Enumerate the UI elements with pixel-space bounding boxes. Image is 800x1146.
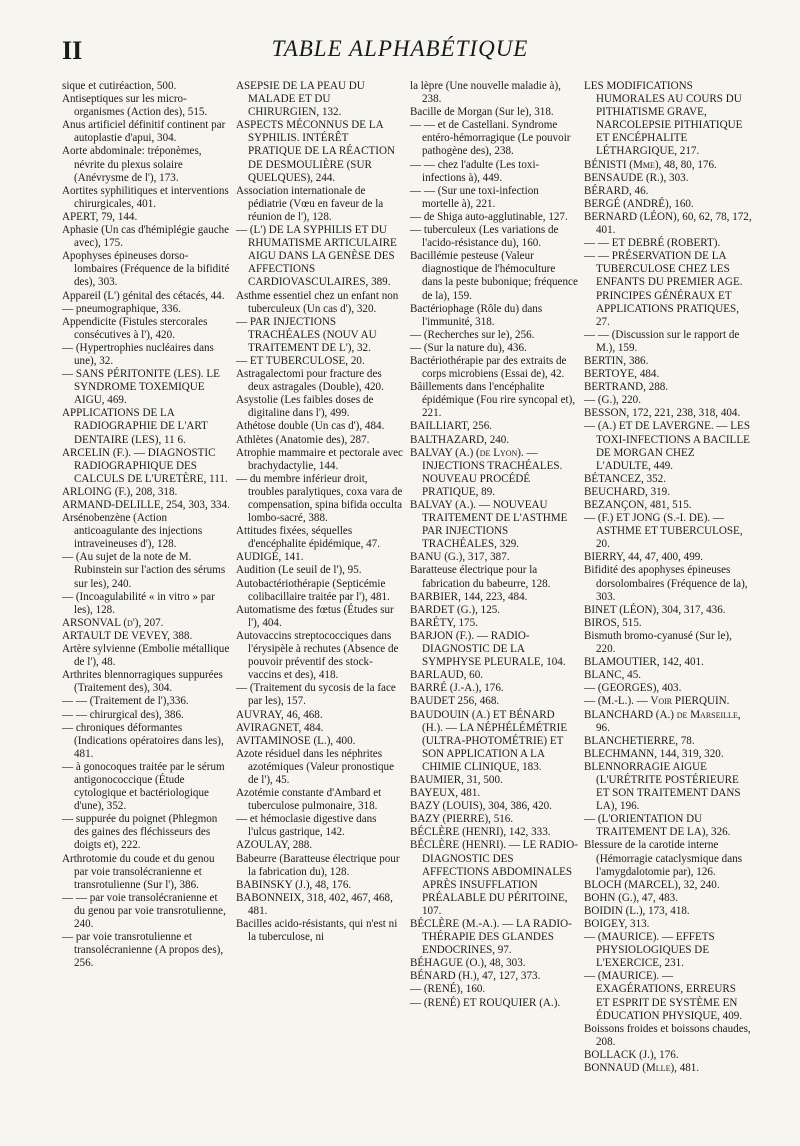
index-entry: BLOCH (MARCEL), 32, 240. xyxy=(584,878,720,891)
index-entry: Asystolie (Les faibles doses de digitaline dans l'), 499. xyxy=(236,394,374,420)
index-entry: Bacille de Morgan (Sur le), 318. xyxy=(410,106,554,119)
index-entry: Asthme essentiel chez un enfant non tuberculeux (Un cas d'), 320. xyxy=(236,289,399,315)
index-entry: BENSAUDE (R.), 303. xyxy=(584,171,689,184)
index-entry: AUDIGÉ, 141. xyxy=(236,551,304,564)
index-entry: — (M.-L.). — Voir PIERQUIN. xyxy=(584,695,730,708)
index-entry: AUVRAY, 46, 468. xyxy=(236,708,323,721)
index-entry: — — PRÉSERVATION DE LA TUBERCULOSE CHEZ LES ENFANTS DU PREMIER AGE. PRINCIPES GÉNÉRAUX ET APPLICATIONS PRATIQUES, 27. xyxy=(584,250,743,328)
index-entry: BAUMIER, 31, 500. xyxy=(410,773,503,786)
index-column-2 xyxy=(236,80,404,1075)
index-entry: Arthrites blennorragiques suppurées (Traitement des), 304. xyxy=(62,669,223,695)
index-entry: BÉNISTI (Mme), 48, 80, 176. xyxy=(584,158,717,171)
index-entry: BAZY (PIERRE), 516. xyxy=(410,813,514,826)
index-entry: BOHN (G.), 47, 483. xyxy=(584,891,678,904)
index-entry: Autobactériothérapie (Septicémie colibacillaire traitée par l'), 481. xyxy=(236,577,390,603)
index-entry: BÉHAGUE (O.), 48, 303. xyxy=(410,957,526,970)
index-entry: Arsénobenzène (Action anticoagulante des injections intraveineuses d'), 128. xyxy=(62,512,203,551)
index-entry: Athétose double (Un cas d'), 484. xyxy=(236,420,385,433)
index-entry: Appendicite (Fistules stercorales consécutives à l'), 420. xyxy=(62,315,208,341)
index-entry: Bactériophage (Rôle du) dans l'immunité, 318. xyxy=(410,302,543,328)
index-entry: Bâillements dans l'encéphalite épidémique (Fou rire syncopal et), 221. xyxy=(410,381,576,420)
index-entry: — (Recherches sur le), 256. xyxy=(410,328,535,341)
index-entry: — à gonocoques traitée par le sérum antigonococcique (Étude cytologique et bactériologique d'une), 352. xyxy=(62,760,225,813)
index-entry: BERTOYE, 484. xyxy=(584,368,660,381)
index-entry: — de Shiga auto-agglutinable, 127. xyxy=(410,210,568,223)
index-entry: BLAMOUTIER, 142, 401. xyxy=(584,656,704,669)
index-entry: — (F.) ET JONG (S.-I. DE). — ASTHME ET TUBERCULOSE, 20. xyxy=(584,512,743,551)
index-entry: — (MAURICE). — EXAGÉRATIONS, ERREURS ET ESPRIT DE SYSTÈME EN ÉDUCATION PHYSIQUE, 409. xyxy=(584,970,743,1022)
index-entry: BARÉTY, 175. xyxy=(410,616,478,629)
index-entry: BERTRAND, 288. xyxy=(584,381,669,394)
index-entry: ARLOING (F.), 208, 318. xyxy=(62,485,178,498)
index-entry: — chroniques déformantes (Indications opératoires dans les), 481. xyxy=(62,721,224,760)
index-entry: BLANCHARD (A.) de Marseille, 96. xyxy=(584,708,741,734)
index-entry: — — et de Castellani. Syndrome entéro-hémorragique (Le pouvoir pathogène des), 238. xyxy=(410,119,571,158)
index-entry: BOIDIN (L.), 173, 418. xyxy=(584,904,690,917)
index-entry: — (MAURICE). — EFFETS PHYSIOLOGIQUES DE L'EXERCICE, 231. xyxy=(584,931,715,970)
index-entry: BINET (LÉON), 304, 317, 436. xyxy=(584,603,726,616)
index-entry: Atrophie mammaire et pectorale avec brachydactylie, 144. xyxy=(236,446,403,472)
index-entry: — (L'ORIENTATION DU TRAITEMENT DE LA), 326. xyxy=(584,813,731,839)
index-entry: BÉCLÈRE (M.-A.). — LA RADIO-THÉRAPIE DES GLANDES ENDOCRINES, 97. xyxy=(410,918,572,957)
index-entry: Aphasie (Un cas d'hémiplégie gauche avec), 175. xyxy=(62,224,230,250)
index-entry: — (Traitement du sycosis de la face par les), 157. xyxy=(236,682,396,708)
index-entry: BALVAY (A.). — NOUVEAU TRAITEMENT DE L'ASTHME PAR INJECTIONS TRACHÉALES, 329. xyxy=(410,499,568,551)
page-header xyxy=(62,36,738,70)
index-entry: Audition (Le seuil de l'), 95. xyxy=(236,564,362,577)
index-entry: BONNAUD (Mlle), 481. xyxy=(584,1062,700,1075)
index-entry: BAILLIART, 256. xyxy=(410,420,493,433)
index-entry: Bactériothérapie par des extraits de corps microbiens (Essai de), 42. xyxy=(410,354,567,381)
index-entry: Bifidité des apophyses épineuses dorsolombaires (Fréquence de la), 303. xyxy=(584,564,748,603)
index-entry: AVIRAGNET, 484. xyxy=(236,721,324,734)
index-entry: Astragalectomi pour fracture des deux astragales (Double), 420. xyxy=(236,368,384,394)
index-column-4 xyxy=(584,80,752,1075)
index-entry: BARRÉ (J.-A.), 176. xyxy=(410,682,504,695)
index-entry: BOLLACK (J.), 176. xyxy=(584,1048,679,1061)
index-entry: BAZY (LOUIS), 304, 386, 420. xyxy=(410,800,552,813)
index-entry: BERNARD (LÉON), 60, 62, 78, 172, 401. xyxy=(584,210,752,237)
index-entry: Boissons froides et boissons chaudes, 208. xyxy=(584,1022,751,1048)
index-entry: BIERRY, 44, 47, 400, 499. xyxy=(584,551,704,564)
index-entry: — (RENÉ), 160. xyxy=(410,983,486,996)
index-entry: Bacilles acido-résistants, qui n'est ni la tuberculose, ni xyxy=(236,918,398,944)
index-entry: Association internationale de pédiatrie (Vœu en faveur de la réunion de l'), 128. xyxy=(236,184,384,223)
index-entry: BERGÉ (ANDRÉ), 160. xyxy=(584,197,694,210)
index-entry: — PAR INJECTIONS TRACHÉALES (NOUV AU TRAITEMENT DE L'), 32. xyxy=(236,315,377,354)
index-entry: — et hémoclasie digestive dans l'ulcus gastrique, 142. xyxy=(236,813,377,839)
index-entry: BAYEUX, 481. xyxy=(410,787,481,800)
index-entry: Automatisme des fœtus (Études sur l'), 404. xyxy=(236,603,394,629)
index-entry: — ET TUBERCULOSE, 20. xyxy=(236,354,365,367)
index-entry: BABONNEIX, 318, 402, 467, 468, 481. xyxy=(236,891,393,917)
index-column-1 xyxy=(62,80,230,1075)
index-entry: BEUCHARD, 319. xyxy=(584,485,670,498)
index-entry: Attitudes fixées, séquelles d'encéphalite épidémique, 47. xyxy=(236,525,380,551)
index-entry: Aorte abdominale: tréponèmes, névrite du plexus solaire (Anévrysme de l'), 173. xyxy=(62,145,202,184)
index-entry: BLECHMANN, 144, 319, 320. xyxy=(584,747,724,760)
index-entry: Anus artificiel définitif continent par autoplastie d'apui, 304. xyxy=(62,119,226,145)
index-entry: BALTHAZARD, 240. xyxy=(410,433,510,446)
index-entry: Appareil (L') génital des cétacés, 44. xyxy=(62,289,225,302)
index-entry: ARTAULT DE VEVEY, 388. xyxy=(62,629,193,642)
index-entry: AZOULAY, 288. xyxy=(236,839,313,852)
index-entry: — (G.), 220. xyxy=(584,394,642,407)
index-entry: — — ET DEBRÉ (ROBERT). xyxy=(584,237,721,250)
index-entry: — (Incoagulabilité « in vitro » par les), 128. xyxy=(62,590,215,616)
index-entry: Arthrotomie du coude et du genou par voie transolécranienne et transrotulienne (Sur l'), 386. xyxy=(62,852,215,891)
index-columns xyxy=(62,80,754,1075)
index-entry: Azotémie constante d'Ambard et tuberculose pulmonaire, 318. xyxy=(236,787,382,813)
index-entry: BEZANÇON, 481, 515. xyxy=(584,499,692,511)
index-entry: Artère sylvienne (Embolie métallique de l'), 48. xyxy=(62,643,230,669)
index-entry: — (Hypertrophies nucléaires dans une), 32. xyxy=(62,341,214,367)
index-entry: BÉTANCEZ, 352. xyxy=(584,472,667,485)
index-entry: — pneumographique, 336. xyxy=(62,302,181,315)
index-entry: ARMAND-DELILLE, 254, 303, 334. xyxy=(62,499,230,511)
index-entry: BARBIER, 144, 223, 484. xyxy=(410,590,528,603)
index-entry: — — (Traitement de l'),336. xyxy=(62,695,189,708)
index-entry: — (Sur la nature du), 436. xyxy=(410,341,527,354)
index-entry: BALVAY (A.) (de Lyon). — INJECTIONS TRACHÉALES. NOUVEAU PROCÉDÉ PRATIQUE, 89. xyxy=(410,446,563,498)
index-entry: Baratteuse électrique pour la fabrication du babeurre, 128. xyxy=(410,564,551,590)
index-entry: — — chirurgical des), 386. xyxy=(62,708,184,721)
index-entry: ASPECTS MÉCONNUS DE LA SYPHILIS. INTÉRÊT PRATIQUE DE LA RÉACTION DE DESMOULIÈRE (SUR QUELQUES), 244. xyxy=(236,119,395,184)
index-entry: — du membre inférieur droit, troubles paralytiques, coxa vara de compensation, spina bifida occulta lombo-sacré, 388. xyxy=(236,472,403,525)
index-entry: — (GEORGES), 403. xyxy=(584,682,682,695)
index-entry: sique et cutiréaction, 500. xyxy=(62,80,177,92)
index-entry: BABINSKY (J.), 48, 176. xyxy=(236,878,352,891)
index-entry: ARSONVAL (d'), 207. xyxy=(62,616,164,629)
index-entry: ARCELIN (F.). — DIAGNOSTIC RADIOGRAPHIQUE DES CALCULS DE L'URETÈRE, 111. xyxy=(62,446,228,485)
index-entry: — (A.) ET DE LAVERGNE. — LES TOXI-INFECTIONS A BACILLE DE MORGAN CHEZ L'ADULTE, 449. xyxy=(584,420,750,472)
index-entry: APERT, 79, 144. xyxy=(62,210,138,223)
index-entry: BÉRARD, 46. xyxy=(584,184,649,197)
index-entry: LES MODIFICATIONS HUMORALES AU COURS DU PITHIATISME GRAVE, NARCOLEPSIE PITHIATIQUE ET ENCÉPHALITE LÉTHARGIQUE, 217. xyxy=(584,80,743,158)
index-entry: BANU (G.), 317, 387. xyxy=(410,551,510,564)
index-entry: Athlètes (Anatomie des), 287. xyxy=(236,433,370,446)
index-entry: BAUDOUIN (A.) ET BÉNARD (H.). — LA NÉPHÉLÉMÉTRIE (ULTRA-PHOTOMÉTRIE) ET SON APPLICATION A LA CHIMIE CLINIQUE, 183. xyxy=(410,708,568,773)
index-entry: — tuberculeux (Les variations de l'acido-résistance du), 160. xyxy=(410,224,559,250)
index-entry: — (Au sujet de la note de M. Rubinstein sur l'action des sérums sur les), 240. xyxy=(62,551,226,590)
index-entry: Babeurre (Baratteuse électrique pour la fabrication du), 128. xyxy=(236,852,400,878)
index-entry: BÉNARD (H.), 47, 127, 373. xyxy=(410,970,541,983)
index-entry: BÉCLÈRE (HENRI), 142, 333. xyxy=(410,826,551,839)
index-entry: Azote résiduel dans les néphrites azotémiques (Valeur pronostique de l'), 45. xyxy=(236,747,395,786)
running-title: TABLE ALPHABÉTIQUE xyxy=(271,36,529,61)
index-entry: Blessure de la carotide interne (Hémorragie cataclysmique dans l'amygdalotomie par), 126. xyxy=(584,839,743,878)
index-entry: — suppurée du poignet (Phlegmon des gaines des fléchisseurs des doigts et), 222. xyxy=(62,813,218,852)
index-entry: APPLICATIONS DE LA RADIOGRAPHIE DE L'ART DENTAIRE (LES), 11 6. xyxy=(62,407,208,446)
index-entry: — — par voie transolécranienne et du genou par voie transrotulienne, 240. xyxy=(62,891,226,930)
index-entry: — SANS PÉRITONITE (LES). LE SYNDROME TOXEMIQUE AIGU, 469. xyxy=(62,368,220,407)
index-entry: Bismuth bromo-cyanusé (Sur le), 220. xyxy=(584,629,732,656)
index-entry: BESSON, 172, 221, 238, 318, 404. xyxy=(584,407,741,420)
index-entry: BARLAUD, 60. xyxy=(410,669,484,682)
index-entry: ASEPSIE DE LA PEAU DU MALADE ET DU CHIRURGIEN, 132. xyxy=(236,80,365,119)
index-entry: Bacillémie pesteuse (Valeur diagnostique de l'hémoculture dans la peste bubonique; fréquence de la), 159. xyxy=(410,250,578,302)
index-entry: la lèpre (Une nouvelle maladie à), 238. xyxy=(410,80,561,106)
index-entry: — (RENÉ) ET ROUQUIER (A.). xyxy=(410,996,561,1009)
page-number: II xyxy=(62,36,83,65)
index-entry: Aortites syphilitiques et interventions chirurgicales, 401. xyxy=(62,184,229,210)
index-entry: AVITAMINOSE (L.), 400. xyxy=(236,734,356,747)
index-entry: — — chez l'adulte (Les toxi-infections à), 449. xyxy=(410,158,540,184)
index-entry: — — (Sur une toxi-infection mortelle à), 221. xyxy=(410,184,539,210)
index-entry: Apophyses épineuses dorso-lombaires (Fréquence de la bifidité des), 303. xyxy=(62,250,230,289)
index-entry: — — (Discussion sur le rapport de M.), 159. xyxy=(584,328,740,354)
index-entry: BARDET (G.), 125. xyxy=(410,603,501,616)
index-entry: BLANC, 45. xyxy=(584,669,642,682)
index-entry: BARJON (F.). — RADIO-DIAGNOSTIC DE LA SYMPHYSE PLEURALE, 104. xyxy=(410,629,566,669)
index-entry: BÉCLÈRE (HENRI). — LE RADIO-DIAGNOSTIC DES AFFECTIONS ABDOMINALES APRÈS INSUFFLATION PRÉALABLE DU PÉRITOINE, 107. xyxy=(410,839,578,917)
index-column-3 xyxy=(410,80,578,1075)
index-entry: BAUDET 256, 468. xyxy=(410,695,500,708)
index-entry: BERTIN, 386. xyxy=(584,354,649,367)
index-entry: BLENNORRAGIE AIGUE (L'URÉTRITE POSTÉRIEURE ET SON TRAITEMENT DANS LA), 196. xyxy=(584,760,741,813)
index-entry: BLANCHETIERRE, 78. xyxy=(584,734,695,747)
index-entry: — par voie transrotulienne et transolécranienne (A propos des), 256. xyxy=(62,931,224,970)
index-entry: BOIGEY, 313. xyxy=(584,918,650,930)
index-entry: Autovaccins streptococciques dans l'érysipèle à rechutes (Absence de pouvoir préventif des stock-vaccins et des), 418. xyxy=(236,629,399,682)
index-entry: BIROS, 515. xyxy=(584,616,642,629)
index-entry: Antiseptiques sur les micro-organismes (Action des), 515. xyxy=(62,93,208,119)
index-entry: — (L') DE LA SYPHILIS ET DU RHUMATISME ARTICULAIRE AIGU DANS LA GENÈSE DES AFFECTIONS CARDIOVASCULAIRES, 389. xyxy=(236,224,397,289)
